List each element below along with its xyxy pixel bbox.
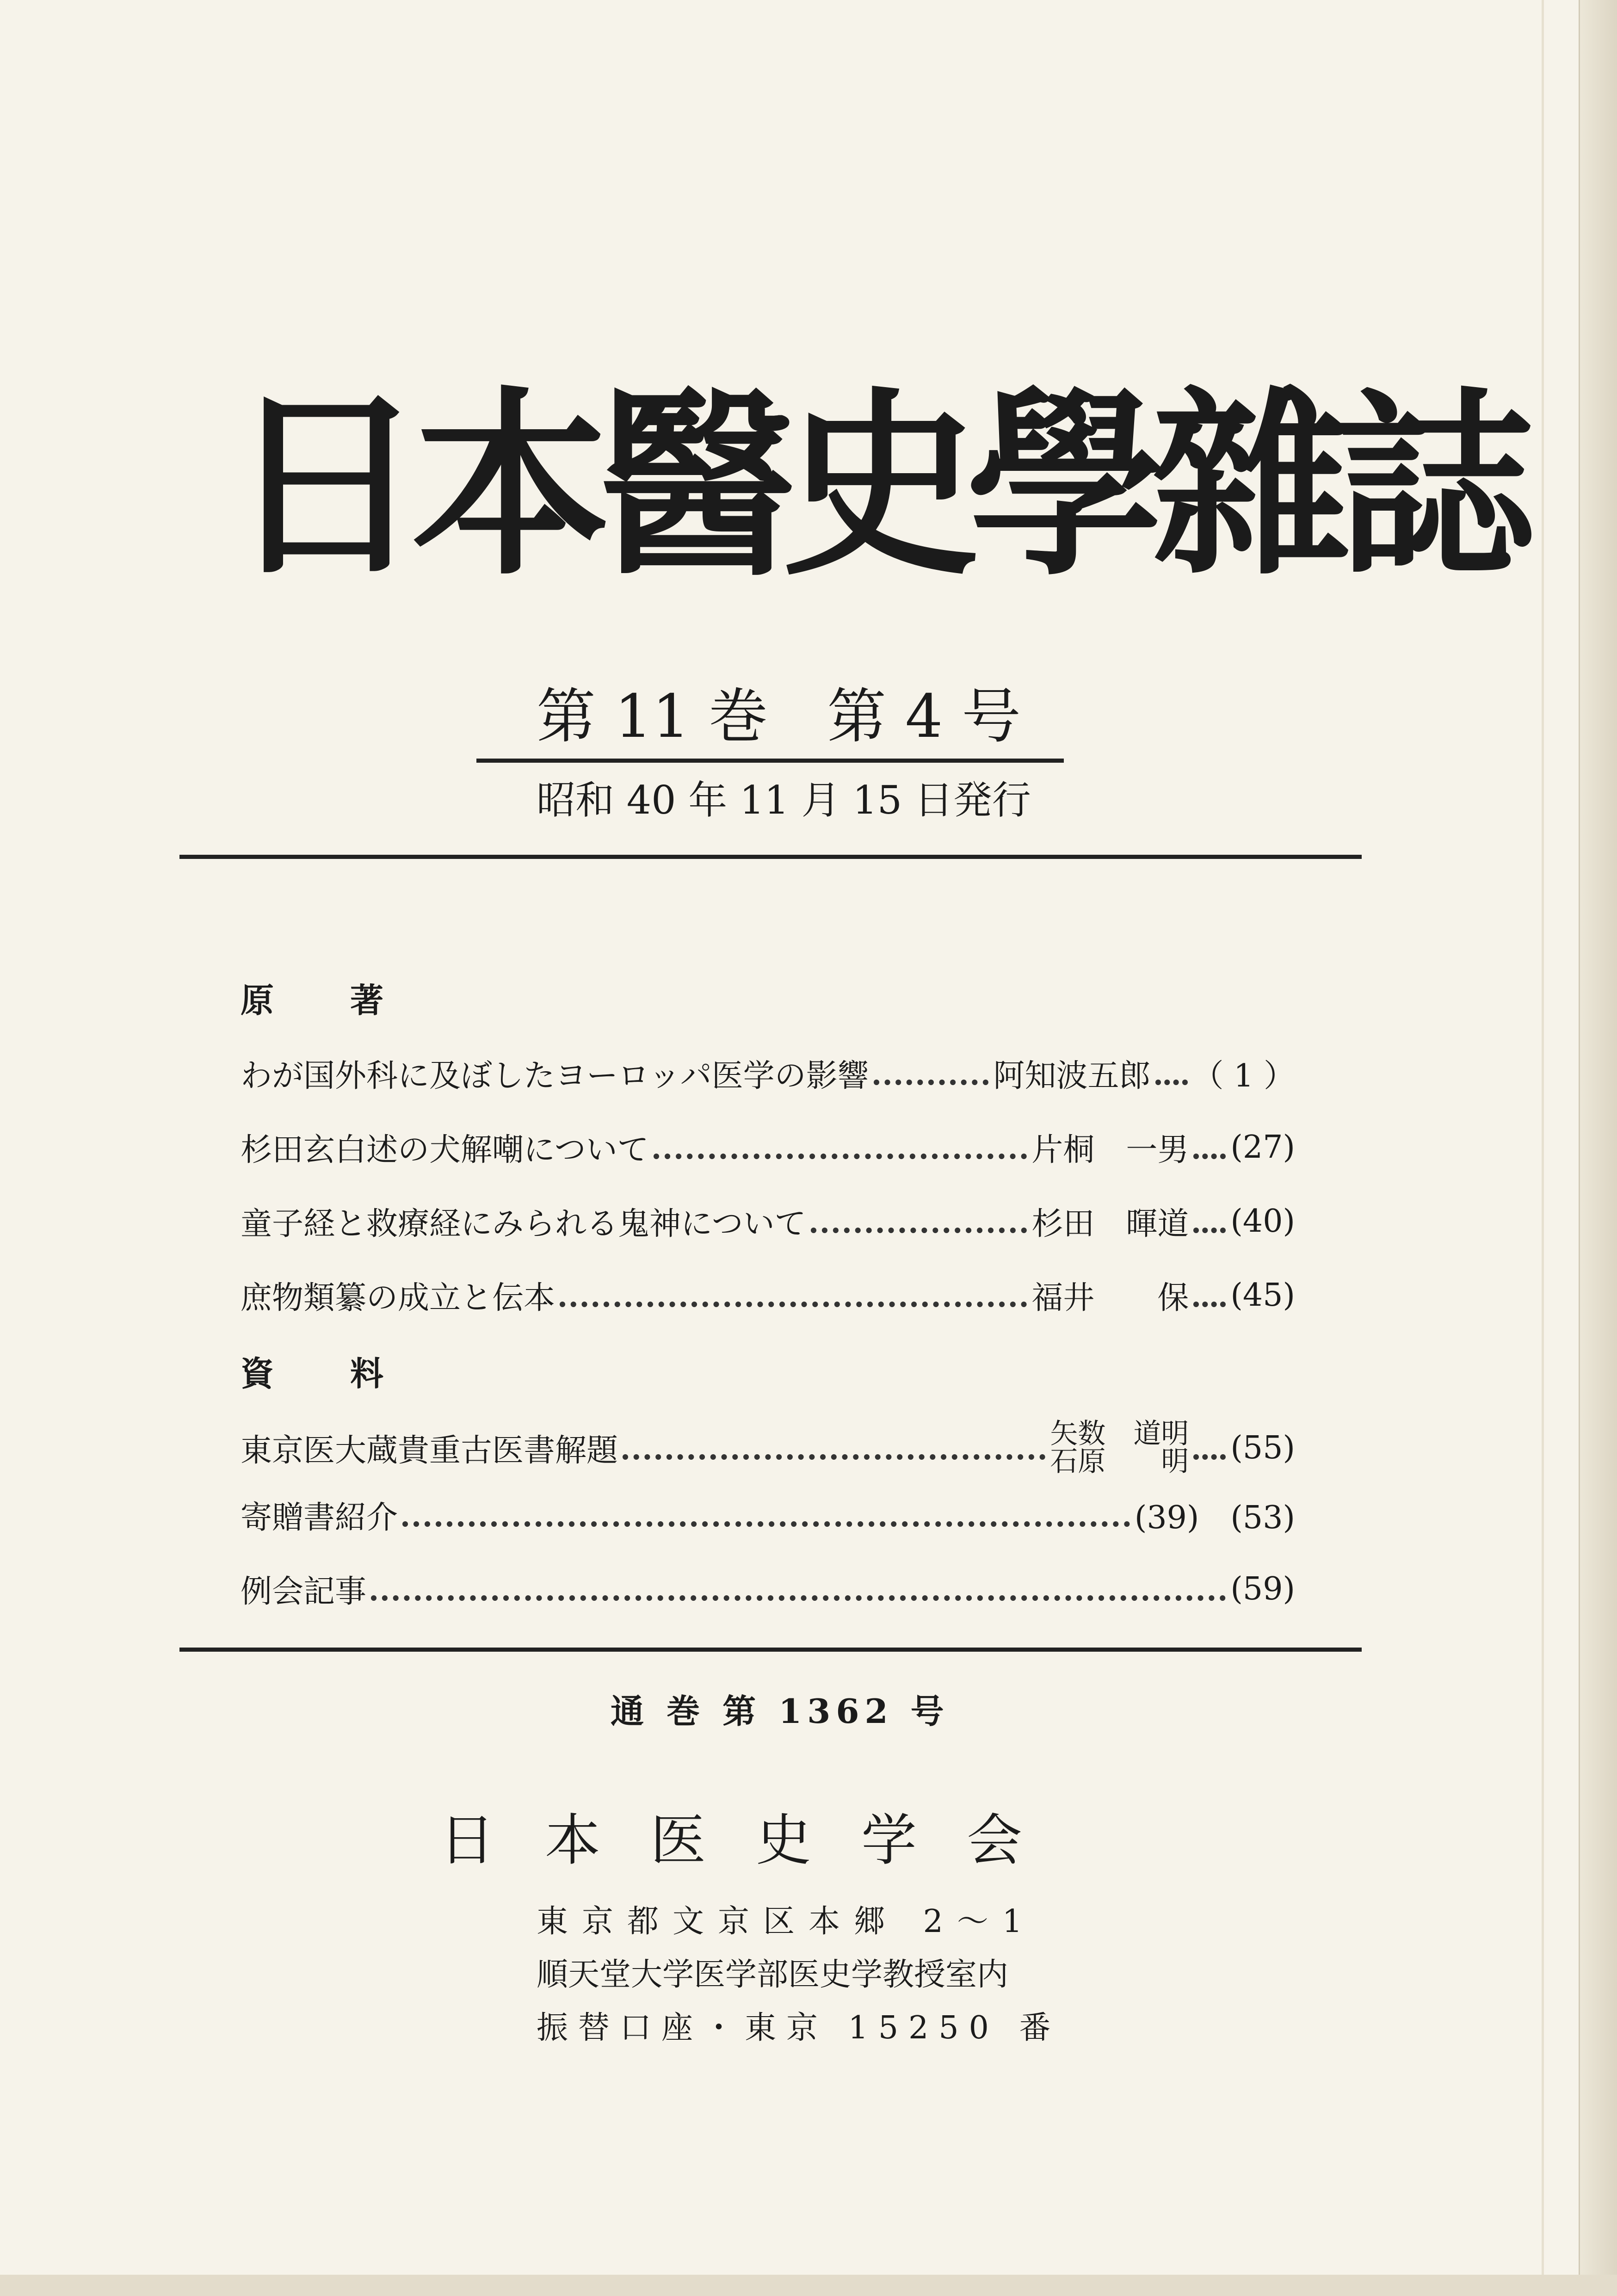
- article-title: 庶物類纂の成立と伝本: [241, 1279, 555, 1316]
- leader-dots: [1193, 1154, 1226, 1159]
- bottom-edge: [0, 2275, 1617, 2296]
- article-title: 童子経と救療経にみられる鬼神について: [241, 1205, 806, 1242]
- toc-row: [241, 1122, 1295, 1173]
- toc-row: [241, 1196, 1295, 1247]
- address-line: 振替口座・東京 15250 番: [537, 2010, 1061, 2046]
- leader-dots: [874, 1080, 989, 1085]
- article-page: (40): [1230, 1203, 1295, 1240]
- toc-row: [241, 1048, 1295, 1099]
- leader-dots: [811, 1228, 1027, 1233]
- material-authors: 矢数 道明 石原 明: [1050, 1418, 1189, 1478]
- toc-row: [241, 1270, 1295, 1321]
- material-title: 寄贈書紹介: [241, 1499, 398, 1536]
- article-author: 福井 保: [1031, 1279, 1189, 1316]
- address-line: 順天堂大学医学部医史学教授室内: [537, 1957, 1009, 1993]
- leader-dots: [402, 1521, 1130, 1527]
- leader-dots: [1155, 1080, 1188, 1085]
- article-page: （ 1 ）: [1192, 1057, 1295, 1094]
- leader-dots: [560, 1302, 1027, 1307]
- journal-title: 日本醫史學雜誌: [227, 369, 1522, 602]
- toc-row: [241, 1489, 1295, 1540]
- article-title: わが国外科に及ぼしたヨーロッパ医学の影響: [241, 1057, 869, 1094]
- bottom-rule: [179, 1648, 1362, 1652]
- material-title: 東京医大蔵貴重古医書解題: [241, 1432, 618, 1469]
- article-title: 杉田玄白述の犬解嘲について: [241, 1131, 649, 1168]
- volume-underline: [476, 759, 1064, 763]
- material-page: (39) (53): [1134, 1499, 1295, 1536]
- page-edge: [1579, 0, 1617, 2296]
- article-author: 片桐 一男: [1031, 1131, 1189, 1168]
- toc-row: [241, 1415, 1295, 1480]
- article-page: (27): [1230, 1129, 1295, 1166]
- toc-row: [241, 1563, 1295, 1614]
- material-page: (59): [1230, 1570, 1295, 1607]
- material-page: (55): [1230, 1429, 1295, 1466]
- address-line: 東京都文京区本郷 2～1: [537, 1903, 1037, 1940]
- cumulative-issue: 通 巻 第 1362 号: [611, 1691, 950, 1731]
- leader-dots: [654, 1154, 1027, 1159]
- leader-dots: [1193, 1454, 1226, 1460]
- leader-dots: [1193, 1302, 1226, 1307]
- leader-dots: [623, 1454, 1045, 1460]
- material-title: 例会記事: [241, 1573, 367, 1610]
- article-author: 阿知波五郎: [993, 1057, 1151, 1094]
- section-heading-original: 原 著: [241, 981, 384, 1020]
- article-author: 杉田 暉道: [1031, 1205, 1189, 1242]
- volume-issue: 第 11 巻 第 4 号: [537, 682, 1021, 751]
- issue-date: 昭和 40 年 11 月 15 日発行: [537, 778, 1031, 823]
- top-rule: [179, 855, 1362, 859]
- binding-shadow: [1542, 0, 1544, 2296]
- leader-dots: [371, 1595, 1226, 1601]
- section-heading-materials: 資 料: [241, 1354, 384, 1393]
- leader-dots: [1193, 1228, 1226, 1233]
- article-page: (45): [1230, 1277, 1295, 1314]
- society-name: 日本医史学会: [439, 1808, 1072, 1873]
